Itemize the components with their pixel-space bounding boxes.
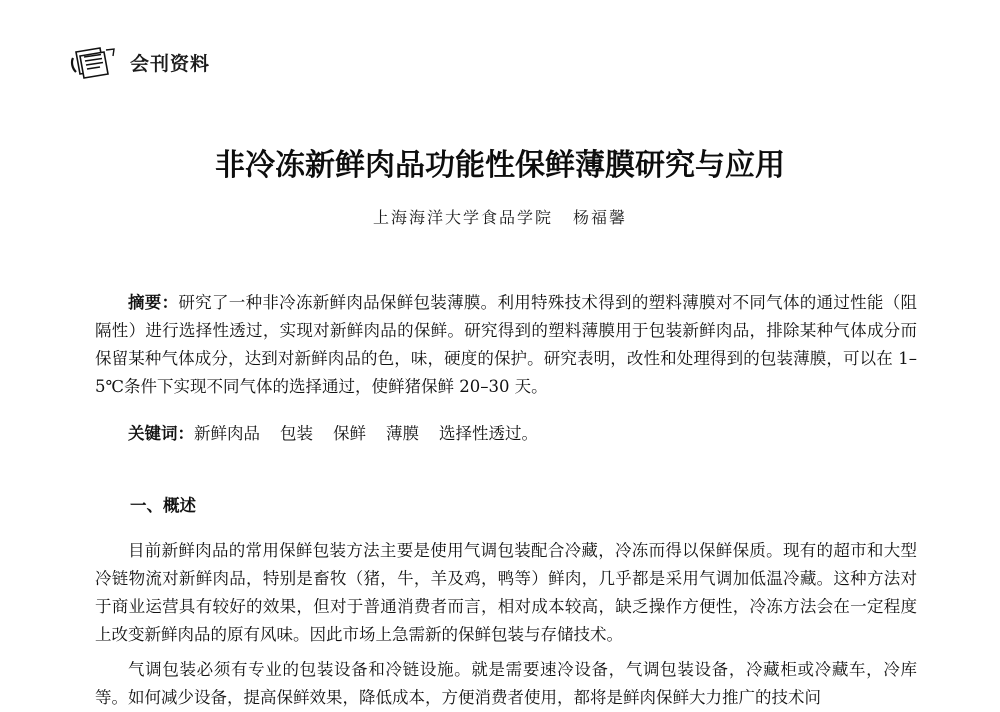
keywords — [95, 420, 917, 448]
keyword: 保鲜 — [333, 424, 366, 443]
abstract-text: 研究了一种非冷冻新鲜肉品保鲜包装薄膜。利用特殊技术得到的塑料薄膜对不同气体的通过性能（阻隔性）进行选择性透过，实现对新鲜肉品的保鲜。研究得到的塑料薄膜用于包装新鲜肉品，排除某种气体成分而保留某种气体成分，达到对新鲜肉品的色，味，硬度的保护。研究表明，改性和处理得到的包装薄膜，可以在 1–5℃条件下实现不同气体的选择通过，使鲜猪保鲜 20–30 天。 — [95, 293, 918, 396]
section-heading: 一、概述 — [130, 496, 196, 515]
keyword: 选择性透过。 — [439, 424, 538, 443]
keyword: 包装 — [280, 424, 313, 443]
paper-title: 非冷冻新鲜肉品功能性保鲜薄膜研究与应用 — [215, 148, 785, 183]
author-name: 杨福馨 — [573, 208, 628, 227]
affiliation: 上海海洋大学食品学院 — [372, 208, 553, 227]
paragraph: 目前新鲜肉品的常用保鲜包装方法主要是使用气调包装配合冷藏，冷冻而得以保鲜保质。现有的超市和大型冷链物流对新鲜肉品，特别是畜牧（猪，牛，羊及鸡，鸭等）鲜肉，几乎都是采用气调加低温冷藏。这种方法对于商业运营具有较好的效果，但对于普通消费者而言，相对成本较高，缺乏操作方便性，冷冻方法会在一定程度上改变新鲜肉品的原有风味。因此市场上急需新的保鲜包装与存储技术。 — [95, 541, 917, 644]
journal-label: 会刊资料 — [130, 52, 211, 75]
author-line — [0, 205, 1000, 228]
keywords-label: 关键词： — [128, 424, 194, 443]
keyword: 新鲜肉品 — [194, 424, 260, 443]
abstract-label: 摘要： — [128, 293, 179, 312]
document-stack-icon — [70, 44, 116, 80]
abstract — [95, 289, 917, 401]
paragraph: 气调包装必须有专业的包装设备和冷链设施。就是需要速冷设备，气调包装设备，冷藏柜或冷藏车，冷库等。如何减少设备，提高保鲜效果，降低成本，方便消费者使用，都将是鲜肉保鲜大力推广的技术问 — [95, 660, 917, 707]
journal-header — [70, 44, 210, 80]
keyword: 薄膜 — [386, 424, 419, 443]
